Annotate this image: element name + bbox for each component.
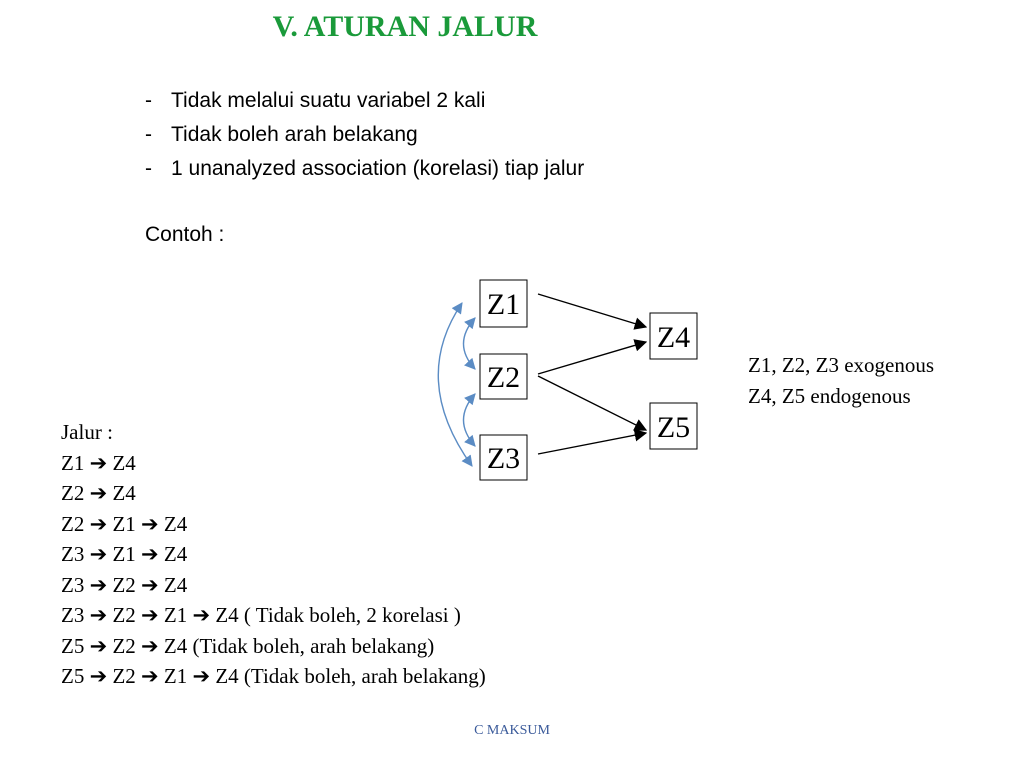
rule-item (145, 154, 584, 188)
path-node: Z3 (61, 542, 85, 566)
arrow-right-icon: ➔ (84, 542, 113, 566)
path-node: Z4 (163, 633, 188, 658)
arrow-right-icon: ➔ (84, 511, 113, 536)
path-node: Z5 (61, 664, 85, 688)
arrow-right-icon: ➔ (135, 572, 164, 597)
arrow-z3-z5 (538, 433, 646, 454)
path-note: (Tidak boleh, arah belakang) (187, 633, 435, 658)
contoh-label: Contoh : (145, 223, 225, 246)
arrow-right-icon: ➔ (84, 603, 113, 627)
arrow-z2-z4 (538, 342, 646, 374)
jalur-path (61, 661, 486, 692)
path-node: Z4 (163, 542, 188, 566)
path-node: Z4 (112, 481, 136, 505)
path-node: Z4 (215, 603, 239, 627)
arrow-z2-z5 (538, 376, 646, 430)
jalur-path (61, 631, 486, 662)
path-node: Z4 (163, 572, 188, 597)
path-node: Z2 (61, 511, 85, 536)
rule-text: Tidak melalui suatu variabel 2 kali (171, 89, 486, 112)
path-note: ( Tidak boleh, 2 korelasi ) (238, 603, 461, 627)
arrow-right-icon: ➔ (84, 664, 113, 688)
path-node: Z5 (61, 633, 85, 658)
arrow-right-icon: ➔ (135, 633, 164, 658)
node-z5 (650, 403, 697, 449)
rules-list (145, 86, 584, 188)
rule-item (145, 120, 584, 154)
path-node: Z1 (112, 511, 136, 536)
path-node: Z1 (112, 542, 136, 566)
jalur-heading: Jalur : (61, 420, 113, 444)
path-node: Z1 (61, 450, 85, 475)
rule-item (145, 86, 584, 120)
node-label: Z5 (656, 411, 691, 444)
arrow-right-icon: ➔ (84, 633, 113, 658)
slide-title: V. ATURAN JALUR (272, 10, 538, 43)
arrow-right-icon: ➔ (135, 542, 164, 566)
rule-text: 1 unanalyzed association (korelasi) tiap jalur (171, 157, 585, 180)
node-label: Z1 (486, 288, 521, 321)
arrow-right-icon: ➔ (84, 450, 113, 475)
path-node: Z1 (163, 603, 188, 627)
rule-text: Tidak boleh arah belakang (171, 123, 418, 146)
variable-notes (748, 350, 934, 412)
node-label: Z4 (656, 321, 691, 354)
jalur-path (61, 478, 486, 509)
node-z2 (480, 354, 527, 399)
bullet-dash: - (145, 123, 152, 146)
path-node: Z1 (163, 664, 188, 688)
footer-author: C MAKSUM (474, 723, 550, 738)
path-node: Z2 (61, 481, 85, 505)
node-label: Z2 (486, 361, 521, 394)
correlation-z1-z2 (464, 318, 476, 369)
exogenous-note: Z1, Z2, Z3 exogenous (748, 353, 935, 377)
arrow-right-icon: ➔ (84, 481, 113, 505)
jalur-path (61, 570, 486, 601)
path-node: Z2 (112, 603, 136, 627)
arrow-right-icon: ➔ (135, 511, 164, 536)
arrow-right-icon: ➔ (84, 572, 113, 597)
arrow-z1-z4 (538, 294, 646, 327)
path-node: Z4 (163, 511, 188, 536)
node-z4 (650, 313, 697, 359)
node-z1 (480, 280, 527, 327)
path-node: Z2 (112, 633, 136, 658)
arrow-right-icon: ➔ (187, 664, 216, 688)
path-node: Z3 (61, 572, 85, 597)
jalur-list (61, 417, 486, 692)
bullet-dash: - (145, 157, 152, 180)
node-z3 (480, 435, 527, 480)
bullet-dash: - (145, 89, 152, 112)
jalur-path (61, 600, 486, 631)
path-node: Z3 (61, 603, 85, 627)
arrow-right-icon: ➔ (135, 603, 164, 627)
arrow-right-icon: ➔ (187, 603, 216, 627)
node-label: Z3 (486, 442, 521, 475)
path-node: Z4 (112, 450, 136, 475)
endogenous-note: Z4, Z5 endogenous (748, 384, 911, 408)
arrow-right-icon: ➔ (135, 664, 164, 688)
path-node: Z4 (215, 664, 239, 688)
path-note: (Tidak boleh, arah belakang) (238, 664, 486, 688)
jalur-path (61, 509, 486, 540)
path-node: Z2 (112, 572, 136, 597)
jalur-path (61, 448, 486, 479)
path-node: Z2 (112, 664, 136, 688)
jalur-path (61, 539, 486, 570)
